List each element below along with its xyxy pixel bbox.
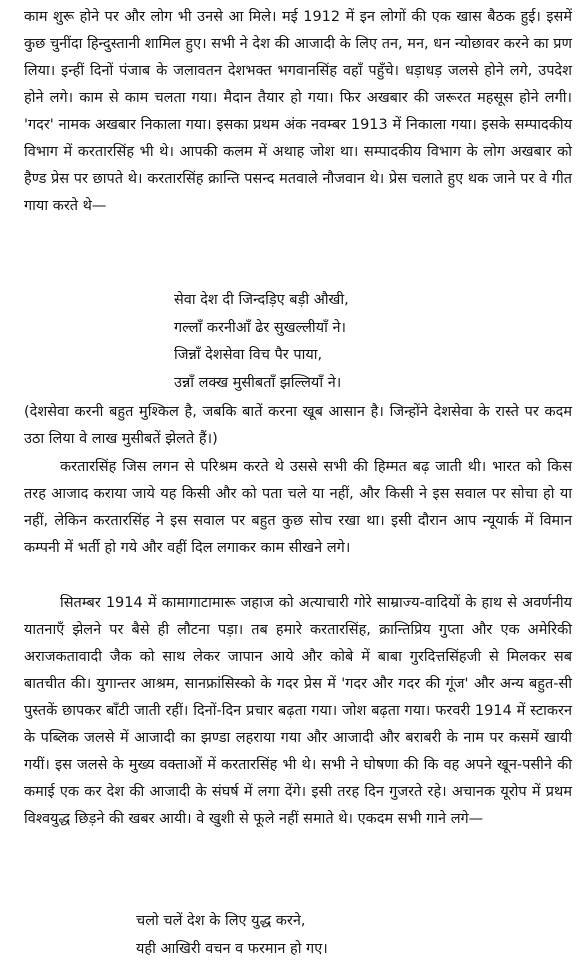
paragraph-text: करतारसिंह जिस लगन से परिश्रम करते थे उससे सभी की हिम्मत बढ़ जाती थी। भारत को किस तरह आजाद कराया जाये यह किसी और को पता चले या नहीं, और किसी ने इस सवाल पर सोचा हो या नहीं, लेकिन करतारसिंह ने इस सवाल पर बहुत कुछ सोच रखा था। इसी दौरान आप न्यूयार्क में विमान कम्पनी में भर्ती हो गये और वहीं दिल लगाकर काम सीखने लगे। — [24, 459, 572, 556]
paragraph-kartar-singh — [24, 454, 572, 562]
verse-line: चलो चलें देश के लिए युद्ध करने, — [136, 913, 306, 929]
verse-line: यही आखिरी वचन व फरमान हो गए। — [136, 940, 328, 957]
song-verse-hindi — [24, 908, 572, 963]
verse-line: उन्नाँ लक्ख मुसीबताँ झल्लियाँ ने। — [174, 374, 342, 391]
song-verse-punjabi — [24, 287, 572, 397]
paragraph-text: सितम्बर 1914 में कामागाटामारू जहाज को अत्याचारी गोरे साम्राज्य-वादियों के हाथ से अवर्णनीय यातनाएँ झेलने पर बैसे ही लौटना पड़ा। तब हमारे करतारसिंह, क्रान्तिप्रिय गुप्ता और एक अमेरिकी अराजकतावादी जैक को साथ लेकर जापान आये और कोबे में बाबा गुरदित्तसिंहजी से मिलकर सब बातचीत की। युगान्तर आश्रम, सानफ्रांसिस्को के गदर प्रेस में 'गदर और गदर की गूंज' और अन्य बहुत-सी पुस्तकें छापकर बाँटी जाती रहीं। दिनों-दिन प्रचार बढ़ता गया। जोश बढ़ता गया। फरवरी 1914 में स्टाकरन के पब्लिक जलसे में आजादी का झण्डा लहराया गया और आजादी और बराबरी के नाम पर कसमें खायी गयीं। इस जलसे के मुख्य वक्ताओं में करतारसिंह भी थे। सभी ने घोषणा की कि वह अपने खून-पसीने की कमाई एक कर देश की आजादी के संघर्ष में लगा देंगे। इसी तरह दिन गुजरते रहे। अचानक यूरोप में प्रथम विश्वयुद्ध छिड़ने की खबर आयी। वे खुशी से फूले नहीं समाते थे। एकदम सभी गाने लगे— — [24, 595, 572, 827]
verse-line: सेवा देश दी जिन्दड़िए बड़ी औखी, — [174, 292, 349, 308]
translation-text: (देशसेवा करनी बहुत मुश्किल है, जबकि बातें करना खूब आसान है। जिन्होंने देशसेवा के रास्ते पर कदम उठा लिया वे लाख मुसीबतें झेलते हैं।) — [24, 404, 572, 447]
paragraph-text: काम शुरू होने पर और लोग भी उनसे आ मिले। मई 1912 में इन लोगों की एक खास बैठक हुई। इसमें कुछ चुनींदा हिन्दुस्तानी शामिल हुए। सभी ने देश की आजादी के लिए तन, मन, धन न्योछावर करने का प्रण लिया। इन्हीं दिनों पंजाब के जलावतन देशभक्त भगवानसिंह वहाँ पहुँचे। धड़ाधड़ जलसे होने लगे, उपदेश होने लगे। काम से काम चलता गया। मैदान तैयार हो गया। फिर अखबार की जरूरत महसूस होने लगी। 'गदर' नामक अखबार निकाला गया। इसका प्रथम अंक नवम्बर 1913 में निकाला गया। इसके सम्पादकीय विभाग में करतारसिंह भी थे। आपकी कलम में अथाह जोश था। सम्पादकीय विभाग के लोग अखबार को हैण्ड प्रेस पर छापते थे। करतारसिंह क्रान्ति पसन्द मतवाले नौजवान थे। प्रेस चलाते हुए थक जाने पर वे गीत गाया करते थे— — [24, 9, 572, 214]
paragraph-komagata-maru — [24, 590, 572, 833]
paragraph-intro — [24, 4, 572, 220]
verse-line: गल्लाँ करनीआँ ढेर सुखल्लीयाँ ने। — [174, 319, 347, 336]
verse-line: जिन्नाँ देशसेवा विच पैर पाया, — [174, 347, 323, 363]
verse-translation — [24, 399, 572, 453]
